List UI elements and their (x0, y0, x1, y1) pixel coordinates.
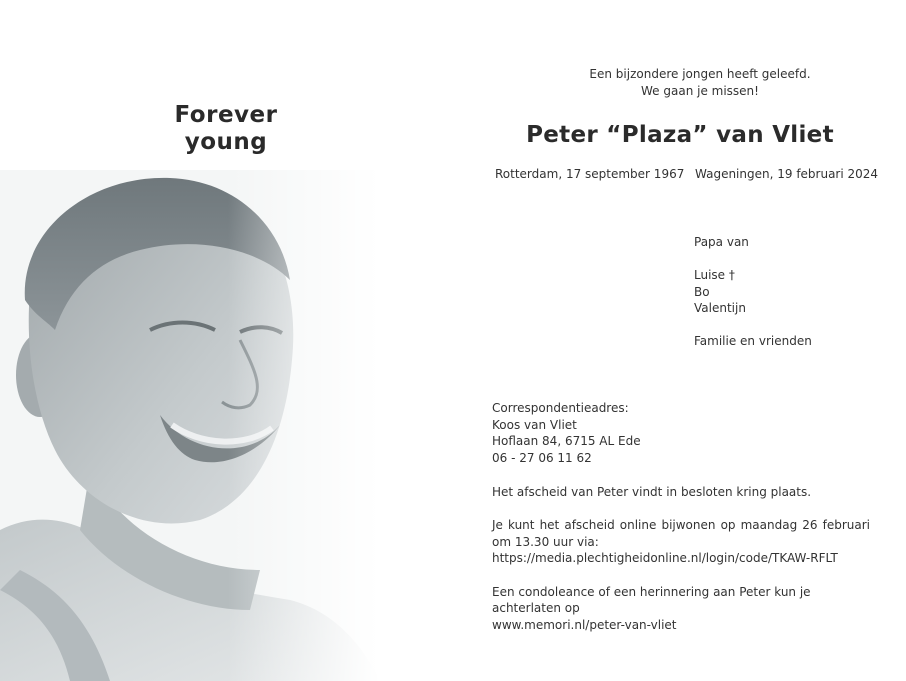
farewell-text: Het afscheid van Peter vindt in besloten kring plaats. (492, 484, 812, 499)
opening-line-2: We gaan je missen! (641, 84, 759, 98)
online-block (492, 517, 870, 567)
spacer (694, 317, 812, 334)
online-url[interactable]: https://media.plechtigheidonline.nl/login/code/TKAW-RFLT (492, 551, 838, 566)
motto-line-1: Forever (174, 102, 278, 128)
condolence-text: Een condoleance of een herinnering aan Peter kun je achterlaten op (492, 584, 811, 616)
family-and-friends: Familie en vrienden (694, 334, 812, 348)
correspondence-address: Hoflaan 84, 6715 AL Ede (492, 434, 641, 449)
opening-line-1: Een bijzondere jongen heeft geleefd. (589, 67, 811, 81)
online-text: Je kunt het afscheid online bijwonen op maandag 26 februari om 13.30 uur via: (492, 517, 870, 549)
condolence-block (492, 584, 870, 634)
birth-place-date: Rotterdam, 17 september 1967 (495, 167, 685, 181)
condolence-url[interactable]: www.memori.nl/peter-van-vliet (492, 618, 677, 633)
correspondence-block (492, 400, 870, 467)
correspondence-label: Correspondentieadres: (492, 401, 629, 415)
motto (120, 102, 332, 156)
deceased-name: Peter “Plaza” van Vliet (526, 122, 834, 148)
info-section (492, 400, 870, 634)
correspondence-phone: 06 - 27 06 11 62 (492, 451, 592, 466)
correspondence-name: Koos van Vliet (492, 417, 577, 432)
papa-van-label: Papa van (694, 235, 749, 249)
family-list (694, 234, 812, 350)
child-name: Valentijn (694, 301, 746, 315)
portrait-photo (0, 170, 380, 681)
motto-line-2: young (184, 129, 268, 155)
death-place-date: Wageningen, 19 februari 2024 (695, 167, 879, 181)
opening-text (495, 66, 905, 100)
spacer (694, 251, 812, 268)
child-name: Bo (694, 284, 710, 299)
child-name: Luise † (694, 268, 735, 282)
